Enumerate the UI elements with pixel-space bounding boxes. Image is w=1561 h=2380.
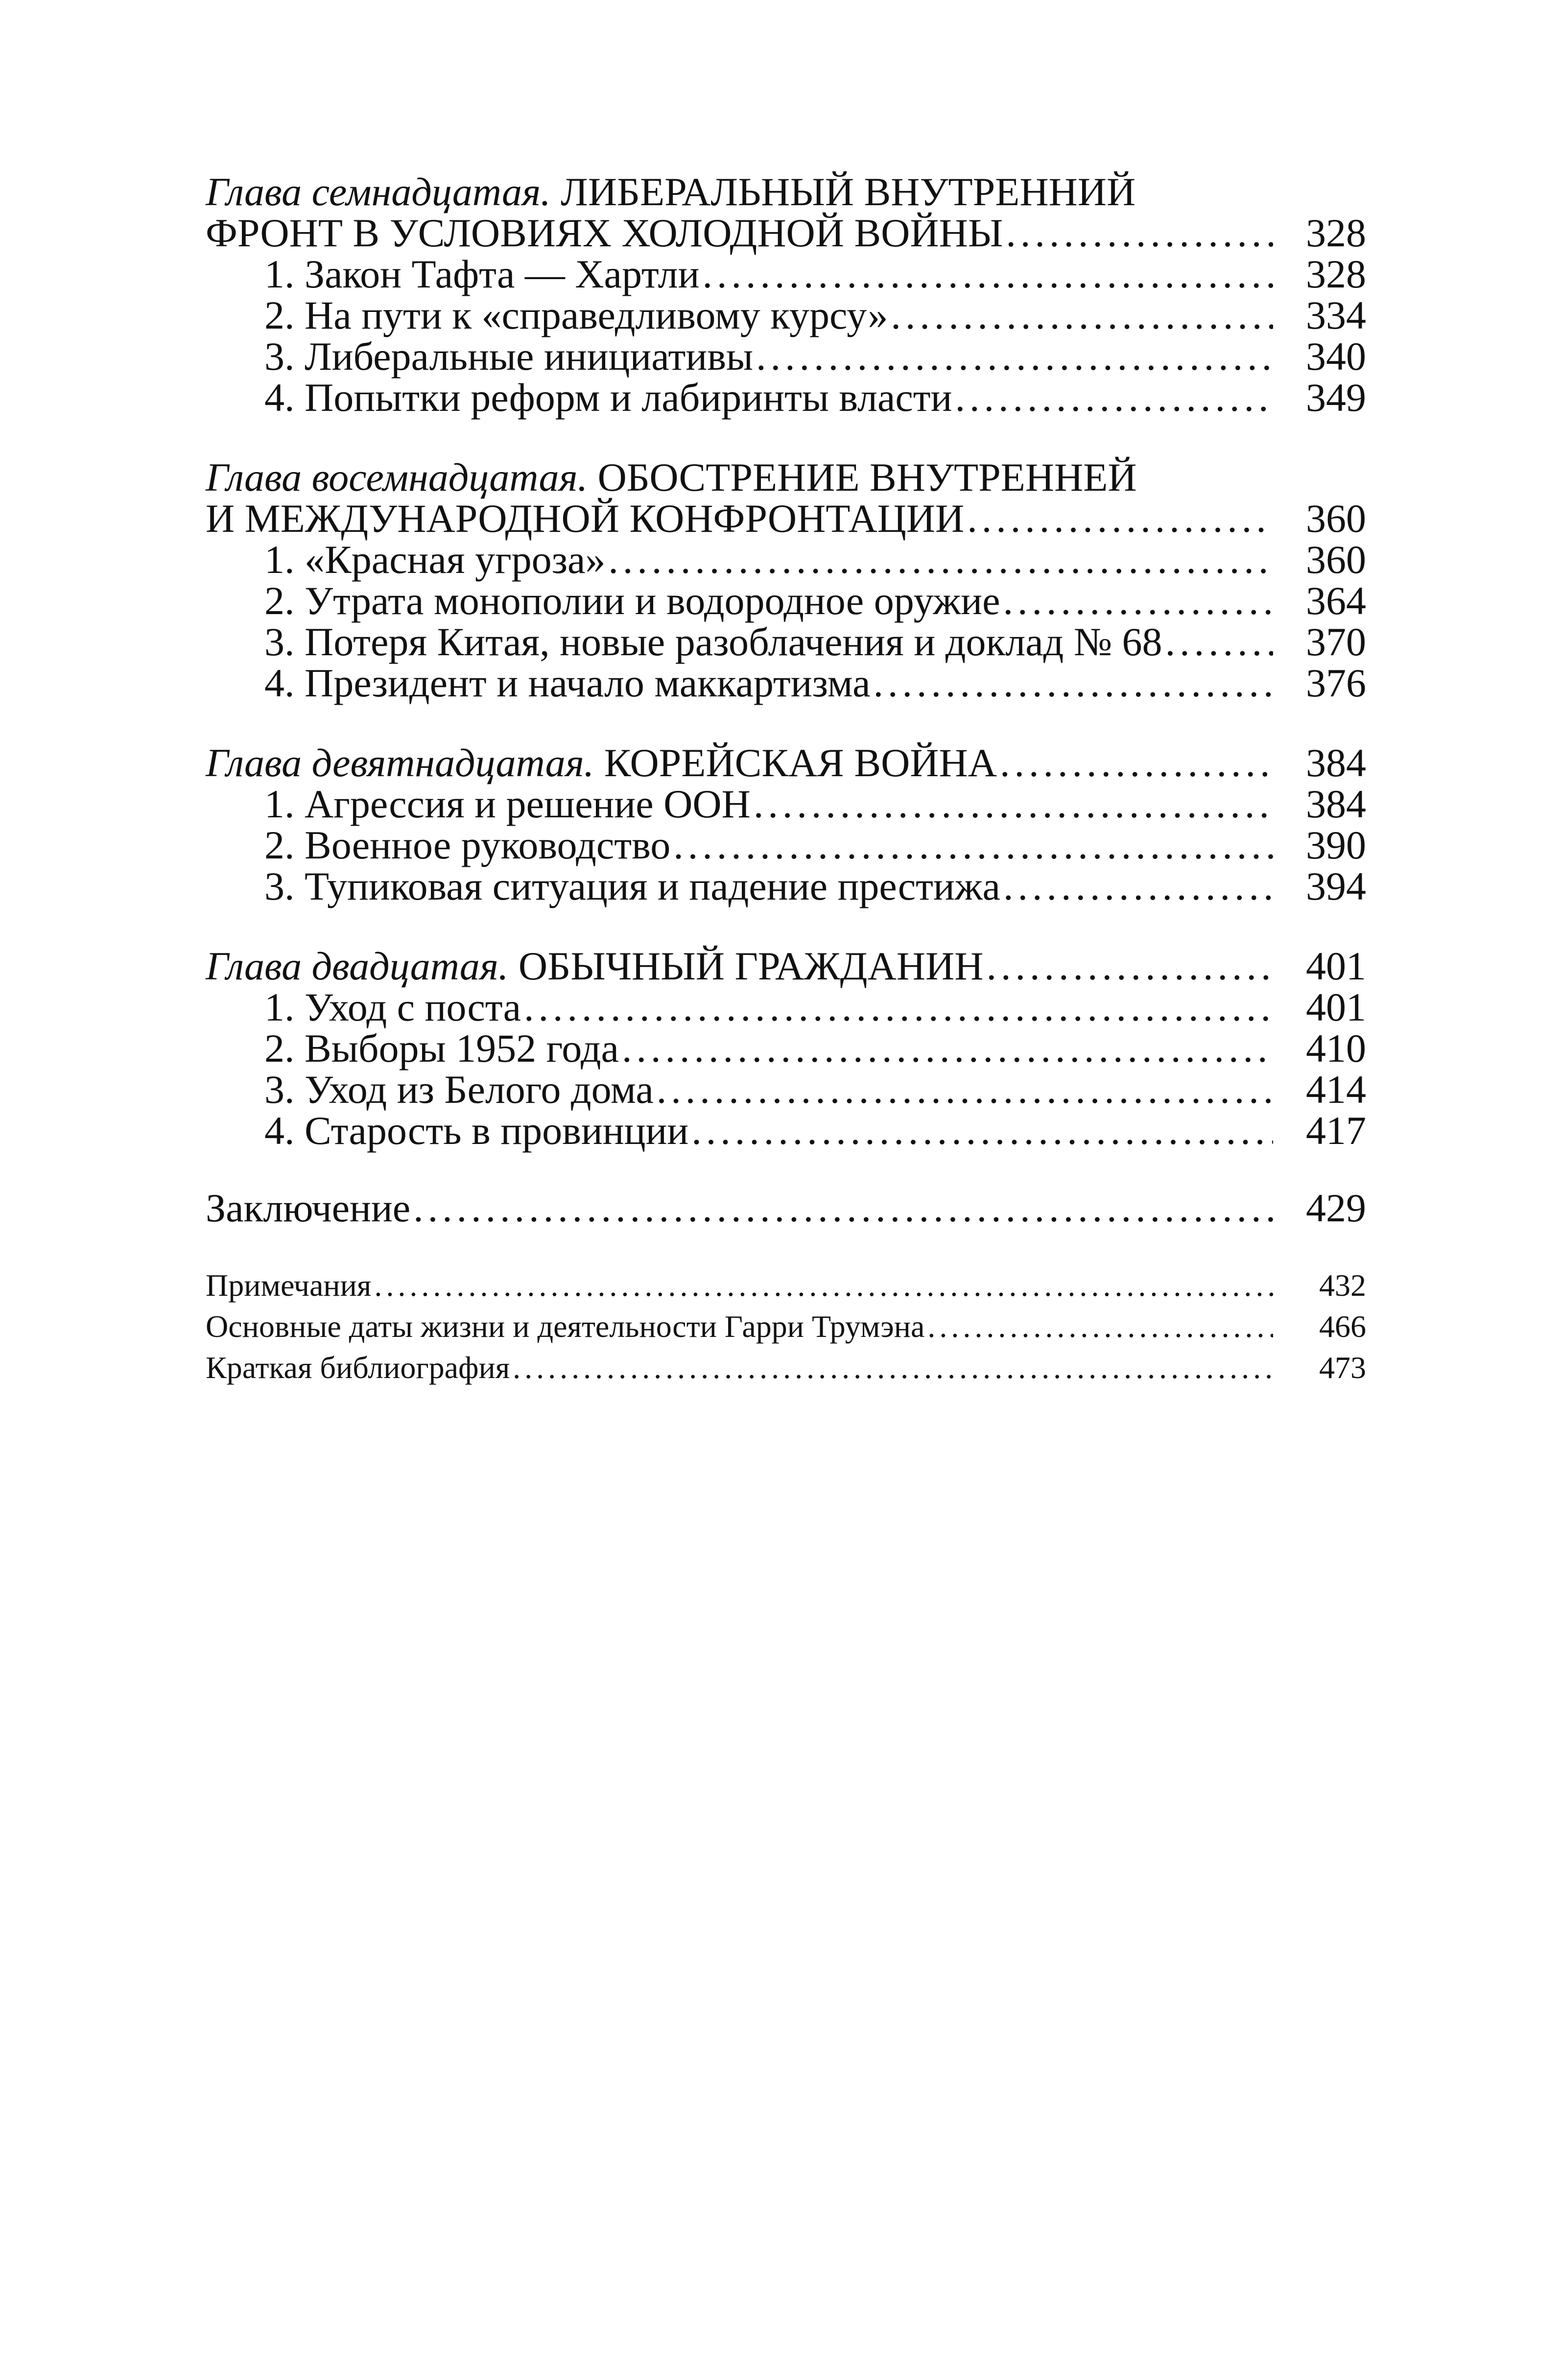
section-entry [206,336,1366,377]
chapter-20 [206,946,1366,1151]
page-number: 370 [1306,619,1366,664]
chapter-title: КОРЕЙСКАЯ ВОЙНА [604,740,997,785]
section-title: 1. Агрессия и решение ООН [264,782,751,826]
dot-leader [967,498,1273,539]
page-number: 384 [1306,740,1366,785]
section-entry [206,866,1366,907]
section-title: 2. Утрата монополии и водородное оружие [264,578,1000,623]
chapter-heading-line [206,946,1366,987]
chapter-heading-line [206,171,1366,213]
dot-leader [413,1188,1273,1229]
appendix-list [206,1265,1366,1388]
section-entry [206,663,1366,704]
conclusion-entry [206,1188,1366,1229]
dot-leader [622,1028,1273,1069]
page-number: 360 [1306,537,1366,582]
dot-leader [524,987,1273,1028]
page-number: 410 [1306,1026,1366,1071]
page-number: 401 [1306,944,1366,988]
dot-leader [691,1110,1273,1151]
page-number: 349 [1306,375,1366,420]
section-entry [206,1028,1366,1069]
dot-leader [756,336,1273,377]
dot-leader [1165,621,1273,663]
chapter-title: ОБЫЧНЫЙ ГРАЖДАНИН [518,944,984,988]
dot-leader [986,946,1273,987]
dot-leader [374,1265,1273,1306]
chapter-prefix: Глава семнадцатая. [206,169,551,214]
page-number: 384 [1306,782,1366,826]
chapter-18 [206,457,1366,704]
section-title: 4. Старость в провинции [264,1108,689,1153]
page-number: 394 [1306,864,1366,908]
chapter-heading-line [206,742,1366,784]
dot-leader [874,663,1273,704]
dot-leader [927,1306,1273,1347]
dot-leader [955,377,1274,418]
section-entry [206,254,1366,295]
chapter-heading-line [206,498,1366,539]
section-entry [206,987,1366,1028]
section-title: 1. Уход с поста [264,985,521,1029]
dot-leader [513,1347,1273,1388]
section-title: 1. Закон Тафта — Хартли [264,252,700,296]
entry-title: Заключение [206,1186,411,1230]
table-of-contents [206,171,1366,1388]
chapter-title: И МЕЖДУНАРОДНОЙ КОНФРОНТАЦИИ [206,496,965,541]
page-number: 328 [1306,211,1366,255]
chapter-title: ФРОНТ В УСЛОВИЯХ ХОЛОДНОЙ ВОЙНЫ [206,211,1003,255]
page-number: 328 [1306,252,1366,296]
chapter-17 [206,171,1366,418]
page-number: 429 [1306,1186,1366,1230]
section-title: 3. Потеря Китая, новые разоблачения и доклад № 68 [264,619,1162,664]
dot-leader [702,254,1273,295]
appendix-entry [206,1265,1366,1306]
section-title: 3. Либеральные инициативы [264,334,754,379]
section-entry [206,784,1366,825]
chapter-19 [206,742,1366,907]
chapter-title: ЛИБЕРАЛЬНЫЙ ВНУТРЕННИЙ [561,169,1136,214]
section-entry [206,580,1366,621]
chapter-title: ОБОСТРЕНИЕ ВНУТРЕННЕЙ [597,455,1137,500]
dot-leader [891,295,1273,336]
toc-entry [206,1188,1366,1229]
appendix-entry [206,1306,1366,1347]
page-number: 360 [1306,496,1366,541]
section-title: 2. Выборы 1952 года [264,1026,619,1071]
dot-leader [1003,580,1273,621]
page-number: 340 [1306,334,1366,379]
section-entry [206,377,1366,418]
page-number: 473 [1319,1350,1366,1385]
appendix-entry [206,1347,1366,1388]
entry-title: Примечания [206,1268,372,1303]
section-entry [206,621,1366,663]
section-entry [206,1110,1366,1151]
dot-leader [1003,866,1273,907]
chapter-prefix: Глава двадцатая. [206,944,509,988]
section-title: 2. Военное руководство [264,823,671,867]
section-title: 4. Президент и начало маккартизма [264,661,871,705]
page-number: 390 [1306,823,1366,867]
page-number: 414 [1306,1067,1366,1112]
section-title: 4. Попытки реформ и лабиринты власти [264,375,952,420]
page-number: 466 [1319,1309,1366,1344]
dot-leader [754,784,1273,825]
chapter-heading-line [206,457,1366,498]
chapter-heading-line [206,213,1366,254]
page-number: 364 [1306,578,1366,623]
entry-title: Краткая библиография [206,1350,510,1385]
dot-leader [673,825,1273,866]
section-title: 1. «Красная угроза» [264,537,606,582]
dot-leader [608,539,1273,580]
section-entry [206,295,1366,336]
section-title: 3. Тупиковая ситуация и падение престижа [264,864,1000,908]
section-entry [206,1069,1366,1110]
section-entry [206,825,1366,866]
entry-title: Основные даты жизни и деятельности Гарри Трумэна [206,1309,925,1344]
page-number: 432 [1319,1268,1366,1303]
page-number: 334 [1306,293,1366,337]
chapter-prefix: Глава восемнадцатая. [206,455,588,500]
section-title: 2. На пути к «справедливому курсу» [264,293,888,337]
dot-leader [1000,742,1273,784]
dot-leader [657,1069,1273,1110]
page-number: 401 [1306,985,1366,1029]
dot-leader [1006,213,1273,254]
section-entry [206,539,1366,580]
section-title: 3. Уход из Белого дома [264,1067,654,1112]
chapter-prefix: Глава девятнадцатая. [206,740,594,785]
page-number: 376 [1306,661,1366,705]
page-number: 417 [1306,1108,1366,1153]
